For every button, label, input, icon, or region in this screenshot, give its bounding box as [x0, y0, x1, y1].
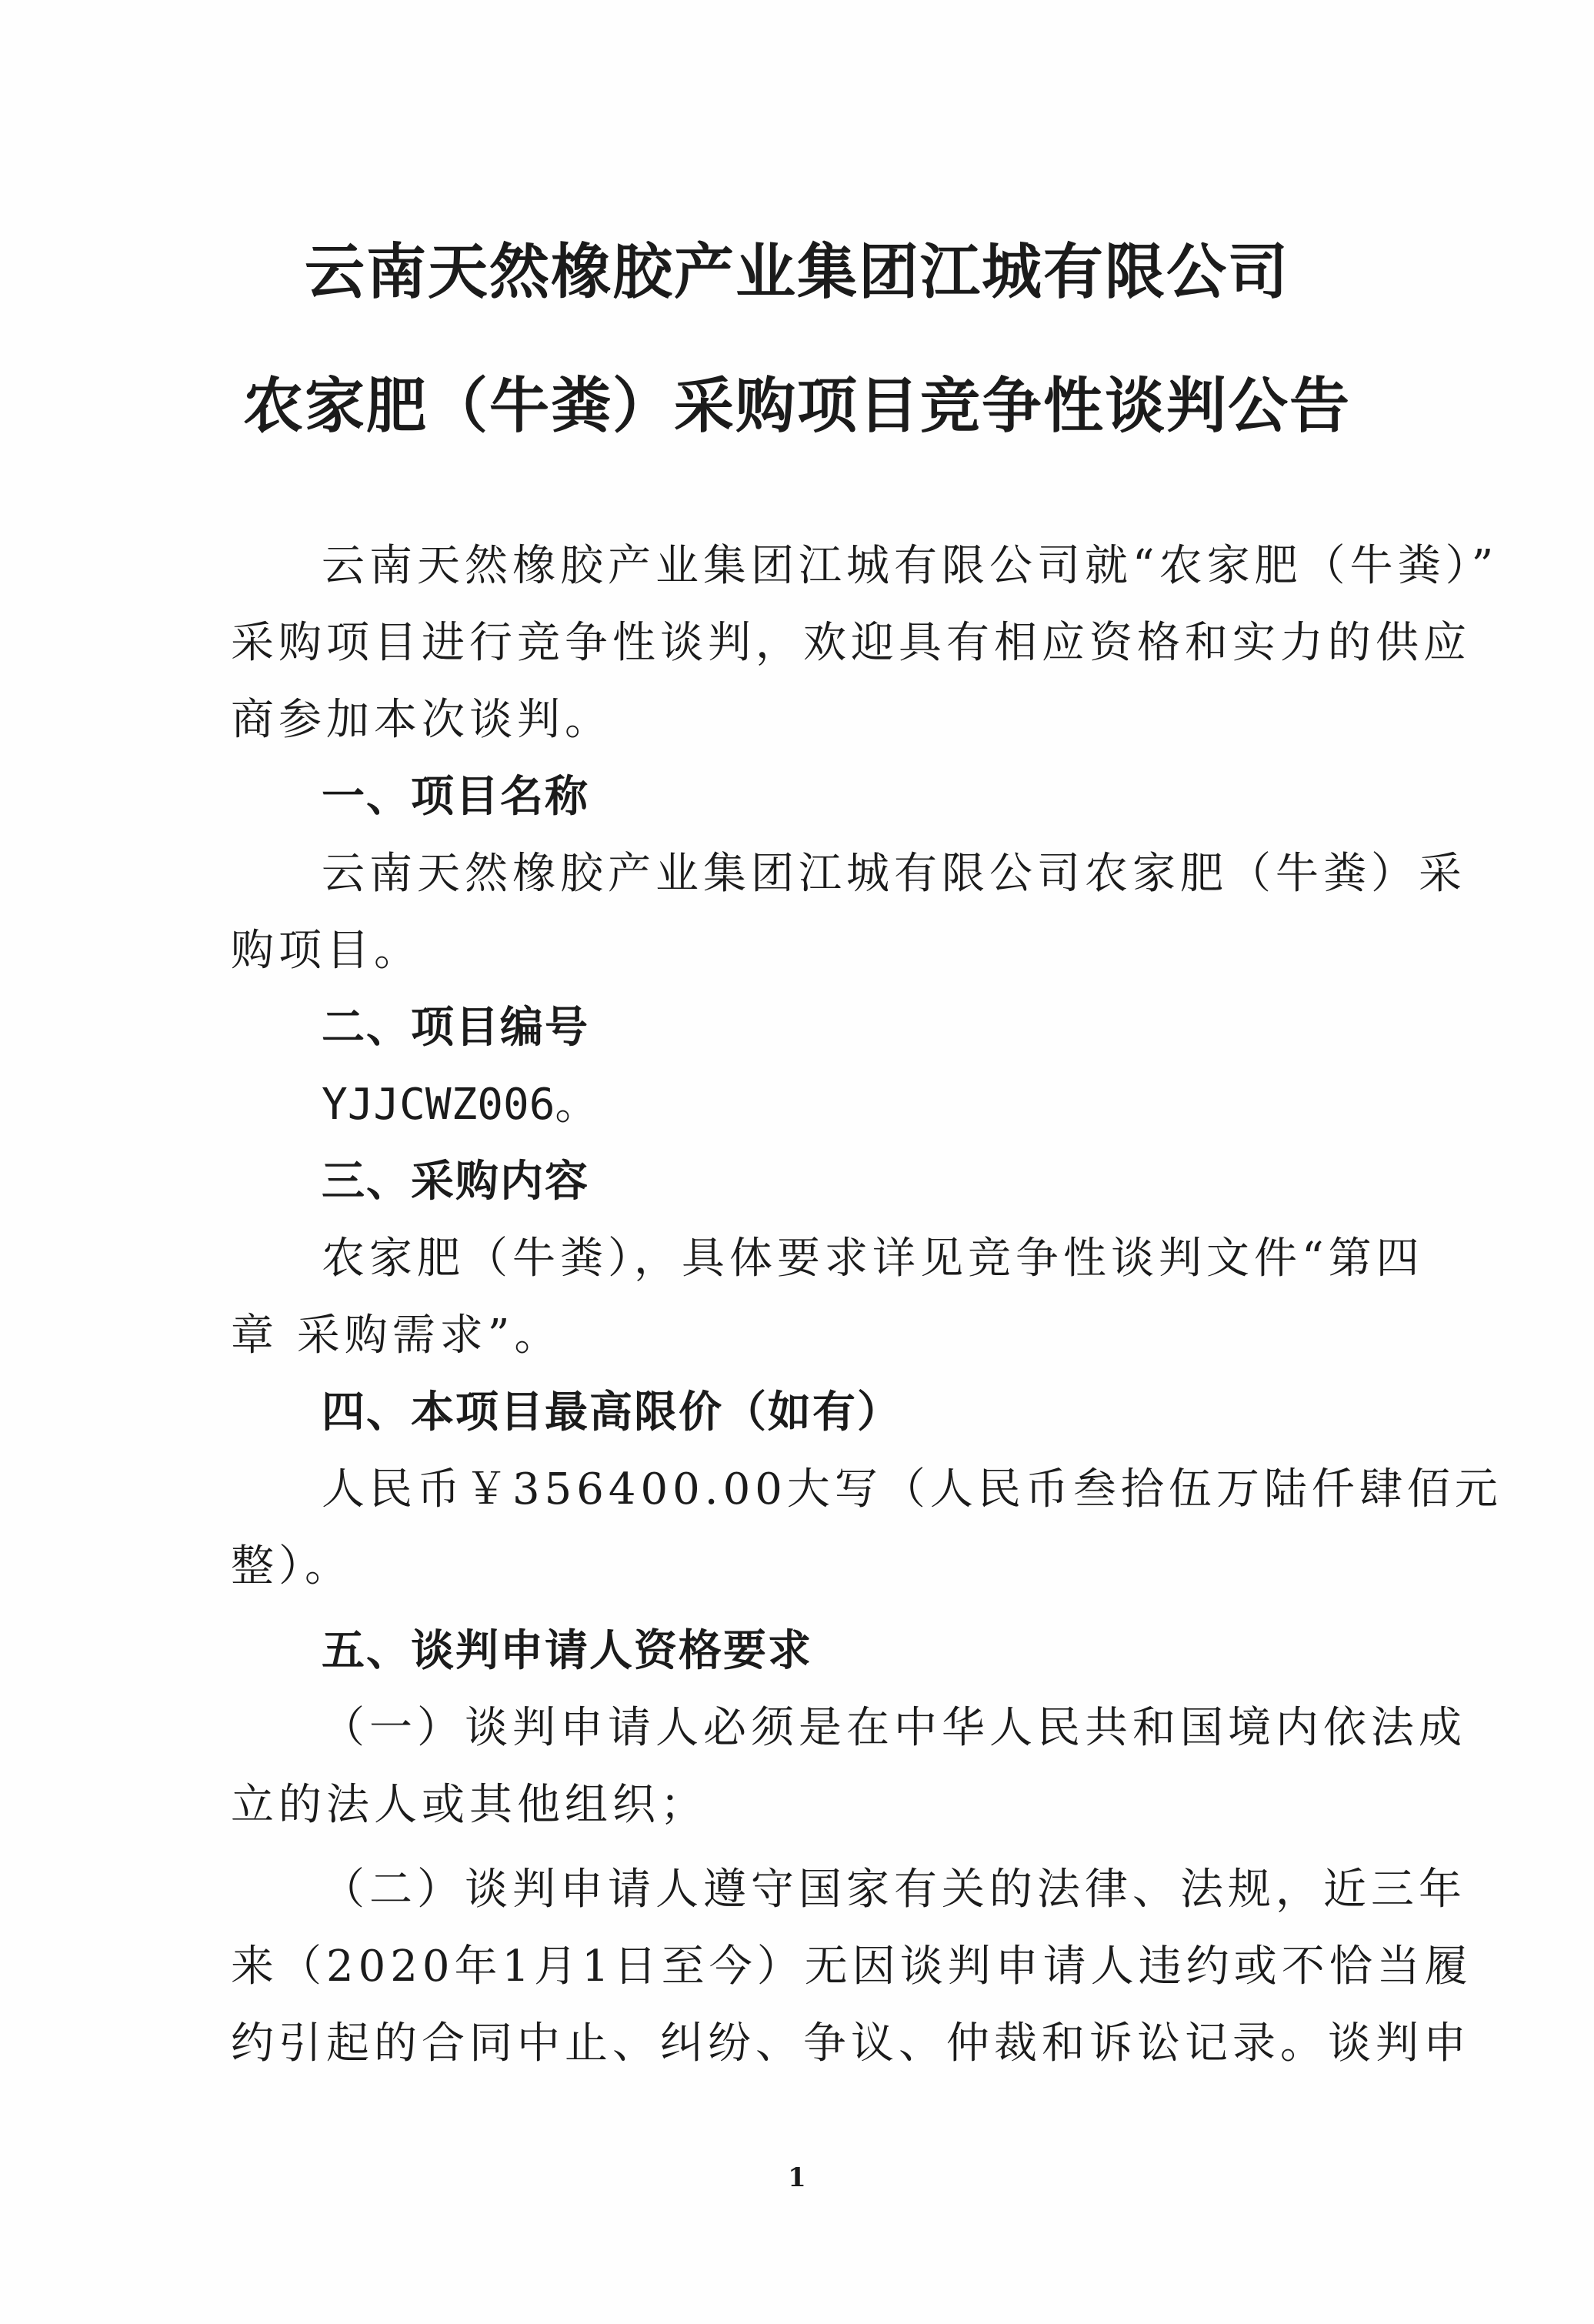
- section-4-heading: 四、本项目最高限价（如有）: [322, 1387, 902, 1437]
- section-5-heading: 五、谈判申请人资格要求: [322, 1626, 812, 1676]
- section-1-body-line-2: 购项目。: [231, 926, 422, 976]
- section-5-item-1-line-1: （一）谈判申请人必须是在中华人民共和国境内依法成: [322, 1703, 1466, 1753]
- section-3-heading: 三、采购内容: [322, 1157, 589, 1207]
- section-5-item-2-line-1: （二）谈判申请人遵守国家有关的法律、法规，近三年: [322, 1865, 1466, 1915]
- intro-line-2: 采购项目进行竞争性谈判，欢迎具有相应资格和实力的供应: [231, 618, 1471, 668]
- section-4-body-line-2: 整）。: [231, 1541, 352, 1591]
- section-3-body-line-2: 章 采购需求”。: [231, 1311, 562, 1361]
- page-number: 1: [788, 2162, 806, 2193]
- section-5-item-2-line-3: 约引起的合同中止、纠纷、争议、仲裁和诉讼记录。谈判申: [231, 2018, 1471, 2069]
- section-1-body-line-1: 云南天然橡胶产业集团江城有限公司农家肥（牛粪）采: [322, 849, 1466, 899]
- section-4-body-line-1: 人民币￥356400.00大写（人民币叁拾伍万陆仟肆佰元: [322, 1464, 1502, 1514]
- section-3-body-line-1: 农家肥（牛粪），具体要求详见竞争性谈判文件“第四: [322, 1234, 1424, 1284]
- section-5-item-2-line-2: 来（2020年1月1日至今）无因谈判申请人违约或不恰当履: [231, 1942, 1472, 1992]
- section-5-item-1-line-2: 立的法人或其他组织；: [231, 1780, 708, 1830]
- document-title-line2: 农家肥（牛粪）采购项目竞争性谈判公告: [242, 372, 1351, 441]
- project-number: YJJCWZ006。: [322, 1080, 599, 1130]
- intro-line-1: 云南天然橡胶产业集团江城有限公司就“农家肥（牛粪）”: [322, 541, 1499, 591]
- document-title-line1: 云南天然橡胶产业集团江城有限公司: [304, 238, 1289, 307]
- intro-line-3: 商参加本次谈判。: [231, 695, 612, 745]
- section-2-heading: 二、项目编号: [322, 1003, 589, 1053]
- section-1-heading: 一、项目名称: [322, 772, 589, 822]
